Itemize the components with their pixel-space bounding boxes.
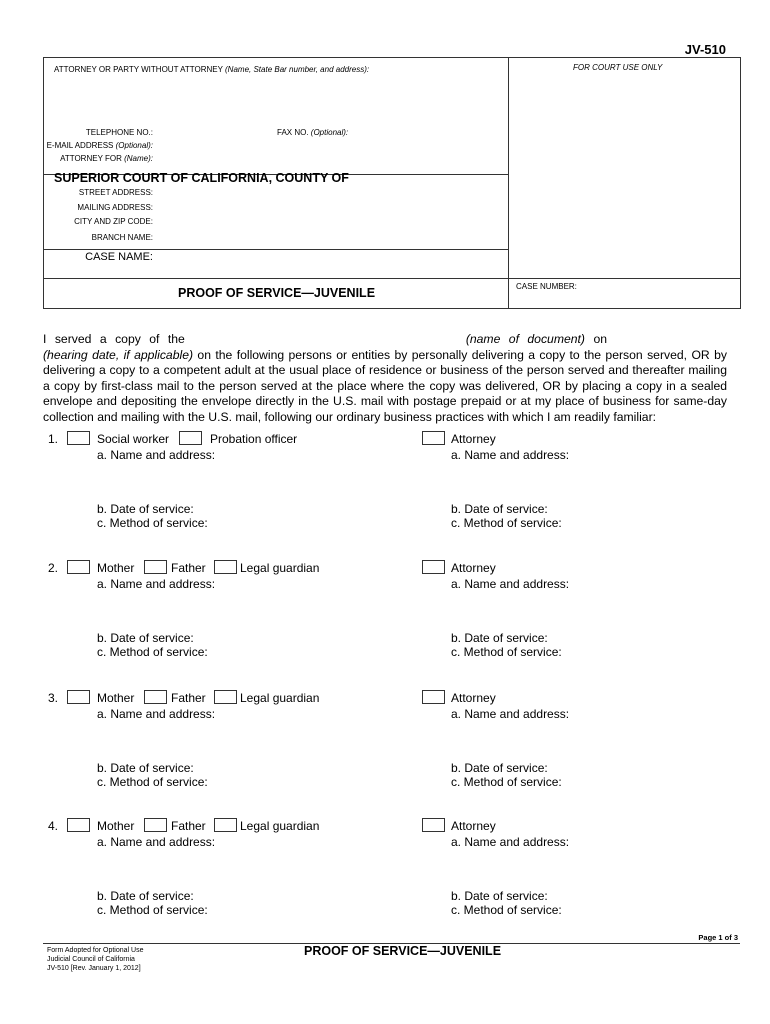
checkbox-probation-officer[interactable] [179,431,202,445]
option-label: Attorney [451,691,496,705]
method-of-service-label: c. Method of service: [451,645,562,659]
checkbox-mother[interactable] [67,690,90,704]
date-of-service-label: b. Date of service: [451,761,548,775]
email-label: E-MAIL ADDRESS (Optional): [46,141,153,150]
date-of-service-label: b. Date of service: [451,502,548,516]
attorney-for-label: ATTORNEY FOR (Name): [60,154,153,163]
option-label: Probation officer [210,432,298,446]
case-number-label: CASE NUMBER: [516,282,577,291]
checkbox-mother[interactable] [67,818,90,832]
option-label: Legal guardian [240,561,320,575]
service-statement: I served a copy of the (name of document) on(hearing date, if applicable) on the following persons or entities by personally delivering a copy to the person served, OR by delivering a copy to a competent adult at the usual place of residence or business of the person served and thereafter mailing a copy by first-class mail to the person served at the place where the copy was delivered, OR by placing a copy in a sealed envelope and depositing the envelope directly in the U.S. mail with postage prepaid or at my place of business for same-day collection and mailing with the U.S. mail, following our ordinary business practices with which I am readily familiar: [43,332,727,424]
method-of-service-label: c. Method of service: [97,775,208,789]
telephone-label: TELEPHONE NO.: [85,128,153,137]
name-address-label: a. Name and address: [451,448,570,462]
method-of-service-label: c. Method of service: [451,903,562,917]
checkbox-attorney[interactable] [422,690,445,704]
date-of-service-label: b. Date of service: [451,631,548,645]
street-label: STREET ADDRESS: [78,188,153,197]
date-of-service-label: b. Date of service: [97,631,194,645]
option-label: Mother [97,819,135,833]
checkbox-social-worker[interactable] [67,431,90,445]
item-number: 3. [48,691,59,705]
method-of-service-label: c. Method of service: [451,775,562,789]
attorney-label: ATTORNEY OR PARTY WITHOUT ATTORNEY (Name, State Bar number, and address): [54,65,370,74]
form-title: PROOF OF SERVICE—JUVENILE [178,286,376,300]
method-of-service-label: c. Method of service: [97,645,208,659]
form-id: JV-510 [684,42,726,57]
checkbox-attorney[interactable] [422,560,445,574]
footer-info: Form Adopted for Optional Use Judicial Council of California JV-510 [Rev. January 1, 2012] [47,947,144,972]
method-of-service-label: c. Method of service: [97,516,208,530]
option-label: Social worker [97,432,170,446]
case-name-label: CASE NAME: [85,251,153,263]
checkbox-legal-guardian[interactable] [214,818,237,832]
name-address-label: a. Name and address: [451,707,570,721]
option-label: Attorney [451,819,496,833]
option-label: Mother [97,561,135,575]
checkbox-father[interactable] [144,690,167,704]
method-of-service-label: c. Method of service: [451,516,562,530]
option-label: Father [171,691,206,705]
checkbox-father[interactable] [144,560,167,574]
date-of-service-label: b. Date of service: [451,889,548,903]
item-number: 2. [48,561,59,575]
option-label: Mother [97,691,135,705]
date-of-service-label: b. Date of service: [97,502,194,516]
page-number: Page 1 of 3 [698,933,738,942]
footer-title: PROOF OF SERVICE—JUVENILE [304,944,502,958]
option-label: Legal guardian [240,819,320,833]
name-address-label: a. Name and address: [97,577,216,591]
name-address-label: a. Name and address: [97,707,216,721]
name-address-label: a. Name and address: [451,577,570,591]
checkbox-mother[interactable] [67,560,90,574]
item-number: 4. [48,819,59,833]
checkbox-father[interactable] [144,818,167,832]
checkbox-legal-guardian[interactable] [214,560,237,574]
checkbox-attorney[interactable] [422,818,445,832]
name-address-label: a. Name and address: [97,835,216,849]
item-number: 1. [48,432,59,446]
mailing-label: MAILING ADDRESS: [77,203,153,212]
branch-label: BRANCH NAME: [91,233,153,242]
name-address-label: a. Name and address: [451,835,570,849]
court-use-label: FOR COURT USE ONLY [573,63,663,72]
option-label: Father [171,561,206,575]
option-label: Father [171,819,206,833]
name-address-label: a. Name and address: [97,448,216,462]
court-title: SUPERIOR COURT OF CALIFORNIA, COUNTY OF [54,171,349,185]
checkbox-attorney[interactable] [422,431,445,445]
date-of-service-label: b. Date of service: [97,761,194,775]
option-label: Attorney [451,432,496,446]
option-label: Legal guardian [240,691,320,705]
method-of-service-label: c. Method of service: [97,903,208,917]
checkbox-legal-guardian[interactable] [214,690,237,704]
date-of-service-label: b. Date of service: [97,889,194,903]
option-label: Attorney [451,561,496,575]
city-label: CITY AND ZIP CODE: [74,217,153,226]
fax-label: FAX NO. (Optional): [277,128,349,137]
